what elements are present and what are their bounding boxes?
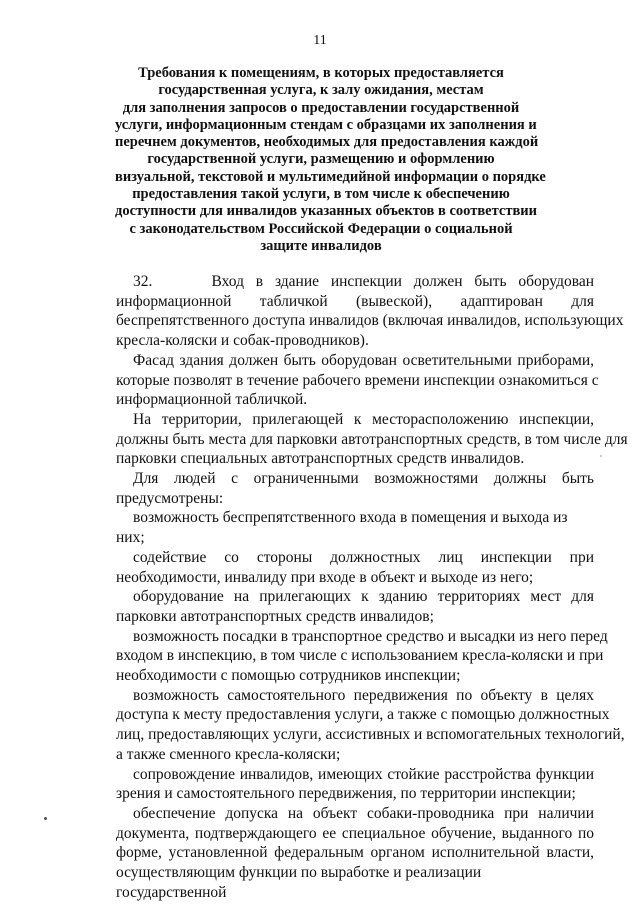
- paragraph-line: документа, подтверждающего ее специальное обучение, выданного по: [116, 824, 594, 842]
- paragraph-line: необходимости, инвалиду при входе в объект и выходе из него;: [116, 568, 534, 586]
- paragraph: [116, 351, 599, 410]
- paragraph-first-line: На территории, прилегающей к месторасположению инспекции,: [133, 410, 594, 428]
- paragraph-first-line: Для людей с ограниченными возможностями должны быть: [133, 470, 594, 488]
- paragraph-line: необходимости с помощью сотрудников инспекции;: [116, 667, 461, 685]
- heading-line: визуальной, текстовой и мультимедийной информации о порядке: [115, 168, 546, 185]
- paragraph: [116, 469, 594, 508]
- paragraph: [116, 272, 624, 351]
- paragraph: [116, 548, 594, 587]
- paragraph-line: информационной табличкой.: [116, 391, 308, 409]
- heading-line: для заполнения запросов о предоставлении государственной: [122, 99, 520, 116]
- paragraph-line: информационной табличкой (вывеской), адаптирован для: [116, 292, 594, 310]
- paragraph: [116, 765, 594, 804]
- heading-line: защите инвалидов: [260, 237, 382, 254]
- page-number: 11: [313, 33, 327, 48]
- paragraph-line: форме, установленной федеральным органом исполнительной власти,: [116, 844, 594, 862]
- paragraph-first-line: Фасад здания должен быть оборудован осветительными приборами,: [133, 351, 594, 369]
- paragraph-line: зрения и самостоятельного передвижения, по территории инспекции;: [116, 785, 576, 803]
- body-text: [116, 272, 628, 903]
- heading-line: предоставления такой услуги, в том числе к обеспечению: [132, 186, 510, 203]
- heading-line: государственной услуги, размещению и оформлению: [147, 151, 495, 168]
- paragraph-line: беспрепятственного доступа инвалидов (включая инвалидов, использующих: [116, 312, 624, 330]
- heading-line: перечнем документов, необходимых для предоставления каждой: [115, 134, 539, 151]
- paragraph-first-line: оборудование на прилегающих к зданию территориях мест для: [133, 588, 594, 606]
- paragraph-first-line: содействие со стороны должностных лиц инспекции при: [133, 548, 594, 566]
- paragraph-first-line: возможность беспрепятственного входа в помещения и выхода из них;: [116, 509, 568, 547]
- scan-speck: [600, 455, 602, 457]
- paragraph: [116, 686, 625, 765]
- heading-line: с законодательством Российской Федерации о социальной: [129, 220, 513, 237]
- paragraph: [116, 410, 628, 469]
- heading-line: услуги, информационным стендам с образцами их заполнения и: [115, 116, 537, 133]
- paragraph-line: а также сменного кресла-коляски;: [116, 745, 341, 763]
- section-heading: [115, 65, 546, 255]
- paragraph-line: кресла-коляски и собак-проводников).: [116, 332, 369, 350]
- paragraph-line: предусмотрены:: [116, 489, 224, 507]
- paragraph-line: осуществляющим функции по выработке и реализации государственной: [116, 864, 482, 901]
- paragraph: [116, 508, 594, 547]
- paragraph-line: входом в инспекцию, в том числе с использованием кресла-коляски и при: [116, 647, 604, 665]
- paragraph-first-line: обеспечение допуска на объект собаки-проводника при наличии: [133, 804, 594, 822]
- paragraph-first-line: 32. Вход в здание инспекции должен быть оборудован: [133, 273, 594, 290]
- paragraph: [116, 587, 594, 626]
- paragraph-line: доступа к месту предоставления услуги, а также с помощью должностных: [116, 706, 610, 724]
- paragraph-line: которые позволят в течение рабочего времени инспекции ознакомиться с: [116, 371, 599, 389]
- paragraph-line: парковки автотранспортных средств инвалидов;: [116, 607, 434, 625]
- paragraph-line: лиц, предоставляющих услуги, ассистивных и вспомогательных технологий,: [116, 726, 625, 744]
- heading-line: Требования к помещениям, в которых предоставляется: [138, 65, 504, 81]
- margin-mark: [44, 817, 47, 820]
- heading-line: государственная услуга, к залу ожидания, местам: [158, 82, 484, 99]
- paragraph-line: должны быть места для парковки автотранспортных средств, в том числе для: [116, 430, 628, 448]
- paragraph-first-line: возможность самостоятельного передвижения по объекту в целях: [133, 686, 594, 704]
- paragraph-line: парковки специальных автотранспортных средств инвалидов.: [116, 450, 525, 468]
- paragraph-first-line: сопровождение инвалидов, имеющих стойкие расстройства функции: [133, 765, 594, 783]
- paragraph-first-line: возможность посадки в транспортное средство и высадки из него перед: [133, 627, 608, 645]
- paragraph: [116, 804, 594, 903]
- paragraph: [116, 627, 608, 686]
- heading-line: доступности для инвалидов указанных объектов в соответствии: [115, 203, 537, 220]
